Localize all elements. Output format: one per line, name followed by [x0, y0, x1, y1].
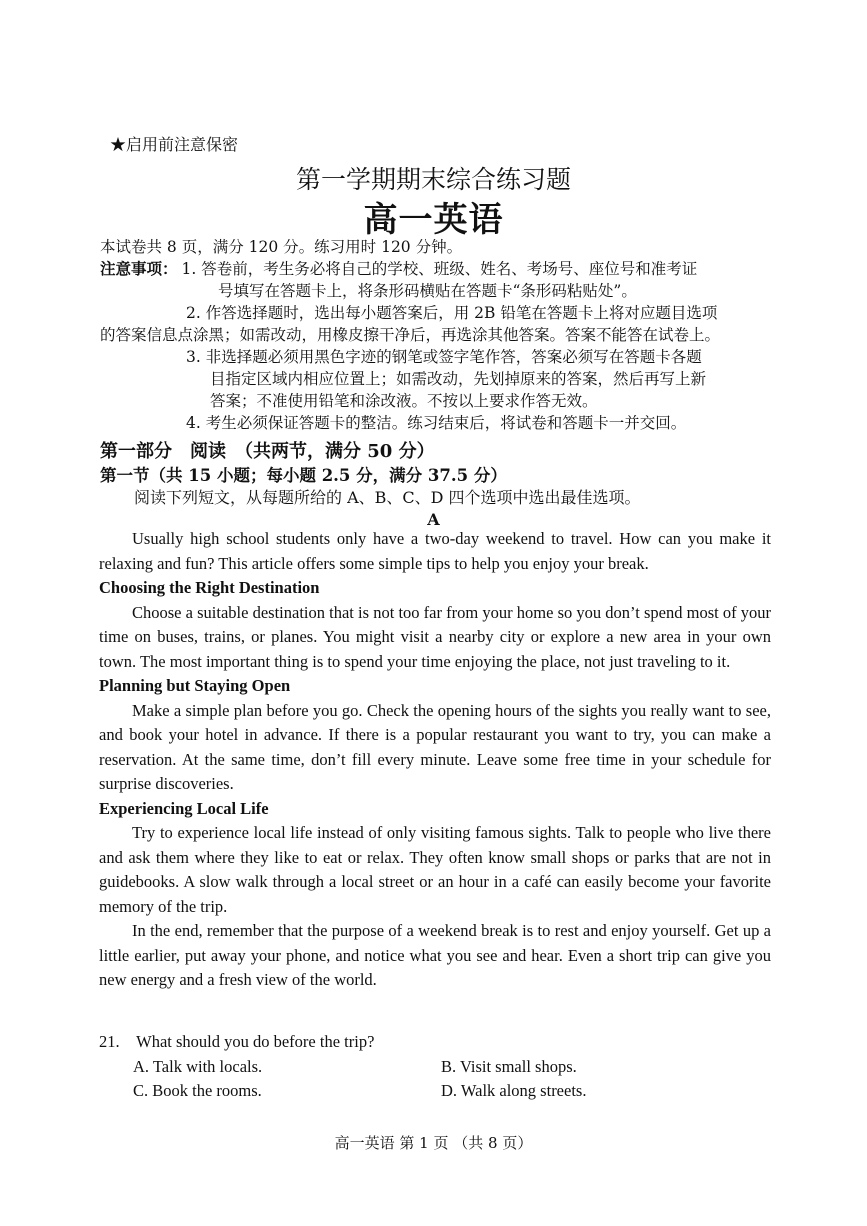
option-a: A. Talk with locals. — [133, 1056, 263, 1076]
note-line: 答案；不准使用铅笔和涂改液。不按以上要求作答无效。 — [210, 392, 598, 410]
notes-block — [100, 258, 772, 434]
exam-info: 本试卷共 8 页，满分 120 分。练习用时 120 分钟。 — [100, 238, 463, 256]
note-line: 目指定区域内相应位置上；如需改动，先划掉原来的答案，然后再写上新 — [210, 370, 707, 388]
passage-intro: Usually high school students only have a two-day weekend to travel. How can you make it relaxing and fun? This article offers some simple tips to help you enjoy your break. — [99, 529, 771, 573]
passage-paragraph: Choose a suitable destination that is not too far from your home so you don’t spend most of your time on buses, trains, or planes. You might visit a nearby city or explore a new area in your own town. The most important thing is to spend your time enjoying the place, not just traveling to it. — [99, 602, 771, 671]
passage-letter: A — [427, 510, 440, 529]
passage-subheading: Experiencing Local Life — [99, 798, 269, 818]
note-line: 号填写在答题卡上，将条形码横贴在答题卡“条形码粘贴处”。 — [218, 282, 637, 300]
question-stem: 21. What should you do before the trip? — [99, 1032, 375, 1051]
reading-instruction: 阅读下列短文，从每题所给的 A、B、C、D 四个选项中选出最佳选项。 — [134, 488, 641, 507]
question-21 — [99, 1030, 771, 1104]
confidential-notice: ★启用前注意保密 — [110, 135, 239, 154]
note-line: 注意事项： 1. 答卷前，考生务必将自己的学校、班级、姓名、考场号、座位号和准考证 — [100, 259, 698, 278]
page-footer: 高一英语 第 1 页 （共 8 页） — [334, 1134, 533, 1152]
passage-paragraph: Make a simple plan before you go. Check the opening hours of the sights you really want to see, and book your hotel in advance. If there is a popular restaurant you want to try, you can make a reservation. At the same time, don’t fill every minute. Leave some free time in your schedule for surprise discoveries. — [99, 700, 771, 793]
passage-paragraph: In the end, remember that the purpose of a weekend break is to rest and enjoy yourself. Get up a little earlier, put away your phone, and notice what you see and hear. Even a short trip can give you new energy and a fresh view of the world. — [99, 921, 771, 989]
note-line: 4. 考生必须保证答题卡的整洁。练习结束后，将试卷和答题卡一并交回。 — [186, 414, 687, 432]
option-b: B. Visit small shops. — [441, 1056, 577, 1076]
section1-heading: 第一节（共 15 小题；每小题 2.5 分，满分 37.5 分） — [100, 466, 507, 485]
passage-subheading: Choosing the Right Destination — [99, 578, 320, 597]
option-d: D. Walk along streets. — [441, 1081, 587, 1100]
option-c: C. Book the rooms. — [133, 1081, 262, 1100]
options-row — [99, 1079, 771, 1104]
note-line: 2. 作答选择题时，选出每小题答案后，用 2B 铅笔在答题卡上将对应题目选项 — [186, 304, 718, 322]
passage-text — [99, 527, 771, 993]
options-row — [99, 1055, 771, 1080]
part1-heading: 第一部分 阅读 （共两节，满分 50 分） — [100, 441, 435, 462]
passage-paragraph: Try to experience local life instead of only visiting famous sights. Talk to people who live there and ask them where they like to eat or relax. They often know small shops or parks that are not in guidebooks. A slow walk through a local street or an hour in a café can easily become your favorite memory of the trip. — [99, 823, 771, 916]
notes-label: 注意事项： — [100, 259, 178, 278]
note-line: 的答案信息点涂黑；如需改动，用橡皮擦干净后，再选涂其他答案。答案不能答在试卷上。 — [100, 326, 721, 344]
passage-subheading: Planning but Staying Open — [99, 676, 291, 695]
subject-title: 高一英语 — [363, 200, 504, 240]
exam-title: 第一学期期末综合练习题 — [295, 165, 571, 194]
note-line: 3. 非选择题必须用黑色字迹的钢笔或签字笔作答，答案必须写在答题卡各题 — [186, 348, 702, 366]
